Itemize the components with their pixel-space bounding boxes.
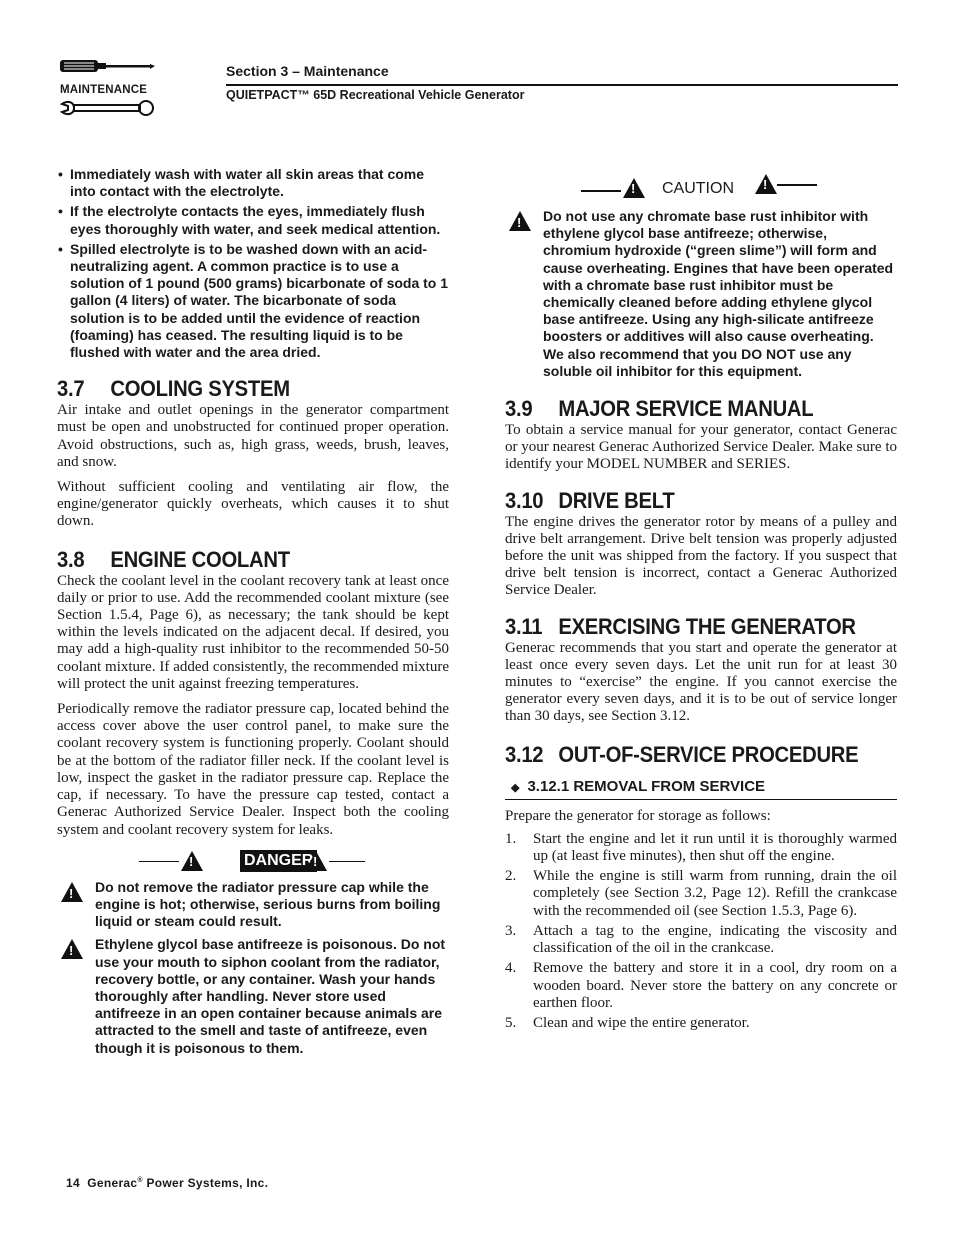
heading-3-10: 3.10 DRIVE BELT [505, 487, 675, 513]
heading-3-7: 3.7 COOLING SYSTEM [57, 376, 290, 402]
list-item: • Immediately wash with water all skin areas that come into contact with the electrolyte. [57, 166, 449, 200]
electrolyte-bullets [57, 166, 449, 361]
list-item: 5. Clean and wipe the entire generator. [505, 1014, 750, 1031]
paragraph: Periodically remove the radiator pressure cap, located behind the access cover above the user control panel, to make sure the coolant recovery system is functioning properly. Coolant should be at the bottom of the radiator filler neck. If the coolant level is low, inspect the gasket in the radiator pressure cap. Replace the cap, if necessary. To have the pressure cap tested, contact a Generac Authorized Service Dealer. Inspect both the cooling system and coolant recovery system for leaks. [57, 701, 449, 838]
subheading-3-12-1: ◆ 3.12.1 REMOVAL FROM SERVICE [505, 778, 897, 800]
wrench-icon [58, 98, 158, 128]
warning-triangle-icon [61, 939, 83, 959]
danger-label: DANGER [240, 850, 317, 872]
heading-3-12: 3.12 OUT-OF-SERVICE PROCEDURE [505, 741, 859, 767]
list-item: 3. Attach a tag to the engine, indicating the viscosity and classification of the oil in the crankcase. [505, 922, 897, 957]
right-column [505, 178, 897, 1035]
product-title: QUIETPACT™ 65D Recreational Vehicle Generator [226, 88, 525, 102]
list-item: 4. Remove the battery and store it in a cool, dry room on a wooden board. Never store the battery on any concrete or earthen floor. [505, 960, 897, 1011]
caution-banner [505, 178, 897, 204]
paragraph: Without sufficient cooling and ventilating air flow, the engine/generator quickly overheats, which causes it to shut down. [57, 479, 449, 530]
list-item: 1. Start the engine and let it run until it is thoroughly warmed up (at least five minutes), then shut off the engine. [505, 830, 897, 865]
list-item: 2. While the engine is still warm from running, drain the oil completely (see Section 3.2, Page 12). Refill the crankcase with the recommended oil (see Section 1.5.3, Page 6). [505, 868, 897, 919]
logo-label: MAINTENANCE [60, 84, 148, 96]
heading-3-11: 3.11 EXERCISING THE GENERATOR [505, 613, 856, 639]
diamond-bullet-icon: ◆ [511, 781, 520, 794]
registered-mark: ® [137, 1177, 143, 1184]
warning-triangle-icon [509, 211, 531, 231]
section-title: Section 3 – Maintenance [226, 63, 389, 79]
danger-warning: ! Do not remove the radiator pressure cap while the engine is hot; otherwise, serious burns from boiling liquid or steam could result. [57, 879, 449, 931]
paragraph: Generac recommends that you start and operate the generator at least once every seven days. Let the unit run for at least 30 minutes to “exercise” the engine. If you cannot exercise the generator every seven days, and it is to be out of service longer than 30 days, see Section 3.12. [505, 639, 897, 725]
danger-banner [57, 849, 449, 875]
list-item: • Spilled electrolyte is to be washed down with an acid-neutralizing agent. A common practice is to use a solution of 1 pound (500 grams) bicarbonate of soda to 1 gallon (4 liters) of water. The bicarbonate of soda solution is to be added until the evidence of reaction (foaming) has ceased. The resulting liquid is to be flushed with water and the area dried. [57, 241, 449, 361]
paragraph: To obtain a service manual for your generator, contact Generac or your nearest Generac Authorized Service Dealer. Make sure to identify your MODEL NUMBER and SERIES. [505, 422, 897, 473]
warning-triangle-icon [623, 178, 645, 198]
warning-triangle-icon [755, 174, 777, 194]
warning-triangle-icon [181, 851, 203, 871]
paragraph: Air intake and outlet openings in the generator compartment must be open and unobstructed for continued proper operation. Avoid obstructions, such as, high grass, weeds, brush, leaves, and snow. [57, 402, 449, 470]
left-column [57, 166, 449, 1063]
list-item: • If the electrolyte contacts the eyes, immediately flush eyes thoroughly with water, and seek medical attention. [57, 203, 449, 237]
heading-3-9: 3.9 MAJOR SERVICE MANUAL [505, 396, 814, 422]
page-number: 14 [66, 1176, 80, 1190]
warning-triangle-icon [305, 851, 327, 871]
company-name-rest: Power Systems, Inc. [146, 1176, 269, 1190]
header-divider [226, 84, 898, 86]
caution-warning: ! Do not use any chromate base rust inhibitor with ethylene glycol base antifreeze; otherwise, chromium hydroxide (“green slime”) will form and cause overheating. Engines that have been operated with a chromate base rust inhibitor must be chemically cleaned before adding ethylene glycol base antifreeze. Using any high-silicate antifreeze boosters or additives will also cause overheating. We also recommend that you DO NOT use any soluble oil inhibitor for this equipment. [505, 208, 897, 380]
danger-warning: ! Ethylene glycol base antifreeze is poisonous. Do not use your mouth to siphon coolant from the radiator, recovery bottle, or any container. Wash your hands thoroughly after handling. Never store used antifreeze in an open container because animals are attracted to the smell and taste of antifreeze, even though it is poisonous to them. [57, 936, 449, 1056]
warning-triangle-icon [61, 882, 83, 902]
paragraph: Prepare the generator for storage as follows: [505, 807, 771, 824]
page-footer [66, 1176, 268, 1190]
caution-label: CAUTION [662, 180, 734, 197]
maintenance-logo [58, 56, 158, 126]
heading-3-8: 3.8 ENGINE COOLANT [57, 546, 290, 572]
paragraph: The engine drives the generator rotor by means of a pulley and drive belt arrangement. Drive belt tension was properly adjusted before the unit was shipped from the factory. If you suspect that drive belt tension is incorrect, contact a Generac Authorized Service Dealer. [505, 513, 897, 599]
paragraph: Check the coolant level in the coolant recovery tank at least once daily or prior to use. Add the recommended coolant mixture (see Section 1.5.4, Page 6), as necessary; the tank should be kept within the levels indicated on the adjacent decal. If desired, you may add a high-quality rust inhibitor to the recommended 50-50 coolant mixture. If added consistently, the recommended mixture will protect the unit against freezing temperatures. [57, 572, 449, 692]
company-name: Generac [87, 1176, 138, 1190]
storage-steps [505, 831, 897, 1032]
